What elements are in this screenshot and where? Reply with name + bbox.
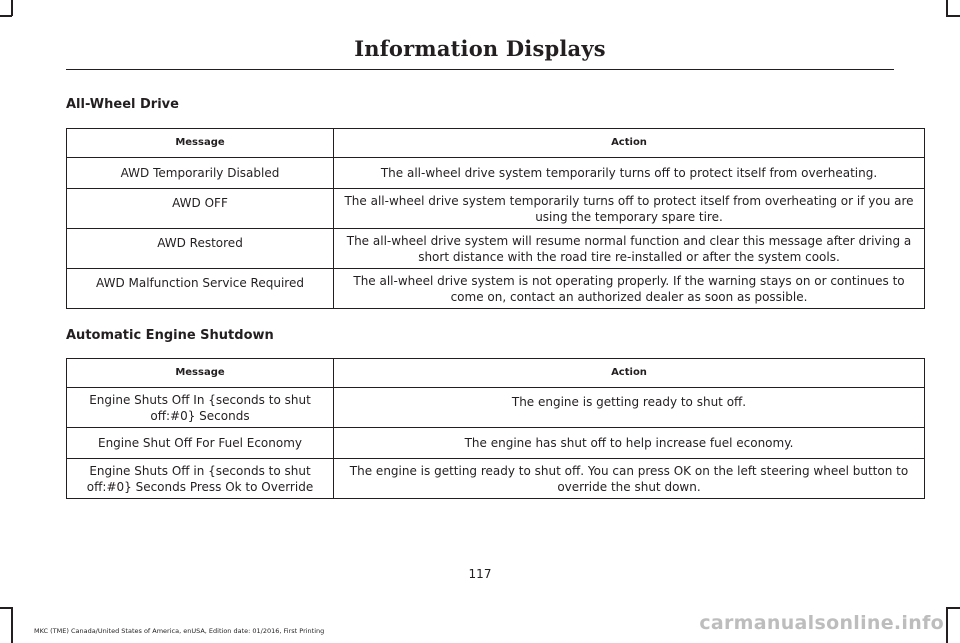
action-cell: The engine is getting ready to shut off. — [334, 388, 925, 428]
table-row — [67, 388, 925, 428]
awd-message-table — [66, 128, 925, 309]
column-header-action: Action — [334, 129, 925, 158]
action-cell: The all-wheel drive system temporarily turns off to protect itself from overheating. — [334, 158, 925, 189]
table-row — [67, 269, 925, 309]
crop-mark — [11, 0, 13, 16]
message-cell: AWD OFF — [67, 189, 334, 229]
crop-mark — [946, 607, 948, 643]
column-header-message: Message — [67, 129, 334, 158]
crop-mark — [0, 607, 12, 609]
table-row — [67, 459, 925, 499]
message-cell: AWD Restored — [67, 229, 334, 269]
action-cell: The all-wheel drive system will resume normal function and clear this message after driving a short distance with the road tire re-installed or after the system cools. — [334, 229, 925, 269]
page-number: 117 — [468, 567, 492, 581]
action-cell: The all-wheel drive system temporarily turns off to protect itself from overheating or if you are using the temporary spare tire. — [334, 189, 925, 229]
table-header-row — [67, 129, 925, 158]
table-row — [67, 229, 925, 269]
action-cell: The all-wheel drive system is not operating properly. If the warning stays on or continues to come on, contact an authorized dealer as soon as possible. — [334, 269, 925, 309]
crop-mark — [946, 15, 960, 17]
message-cell: Engine Shut Off For Fuel Economy — [67, 428, 334, 459]
engine-shutdown-message-table — [66, 358, 925, 499]
edition-info: MKC (TME) Canada/United States of America, enUSA, Edition date: 01/2016, First Printing — [34, 627, 325, 635]
watermark: carmanualsonline.info — [699, 612, 944, 634]
message-cell: AWD Malfunction Service Required — [67, 269, 334, 309]
header-divider — [66, 69, 894, 70]
table-header-row — [67, 359, 925, 388]
action-cell: The engine is getting ready to shut off. You can press OK on the left steering wheel button to override the shut down. — [334, 459, 925, 499]
message-cell: Engine Shuts Off in {seconds to shut off:#0} Seconds Press Ok to Override — [67, 459, 334, 499]
action-cell: The engine has shut off to help increase fuel economy. — [334, 428, 925, 459]
table-row — [67, 189, 925, 229]
crop-mark — [11, 607, 13, 643]
crop-mark — [946, 0, 948, 16]
message-cell: AWD Temporarily Disabled — [67, 158, 334, 189]
crop-mark — [0, 15, 12, 17]
column-header-action: Action — [334, 359, 925, 388]
crop-mark — [946, 607, 960, 609]
table-row — [67, 158, 925, 189]
section-heading-engine-shutdown: Automatic Engine Shutdown — [66, 328, 274, 343]
page-title: Information Displays — [354, 36, 606, 61]
column-header-message: Message — [67, 359, 334, 388]
table-row — [67, 428, 925, 459]
message-cell: Engine Shuts Off In {seconds to shut off:#0} Seconds — [67, 388, 334, 428]
section-heading-awd: All-Wheel Drive — [66, 97, 179, 112]
